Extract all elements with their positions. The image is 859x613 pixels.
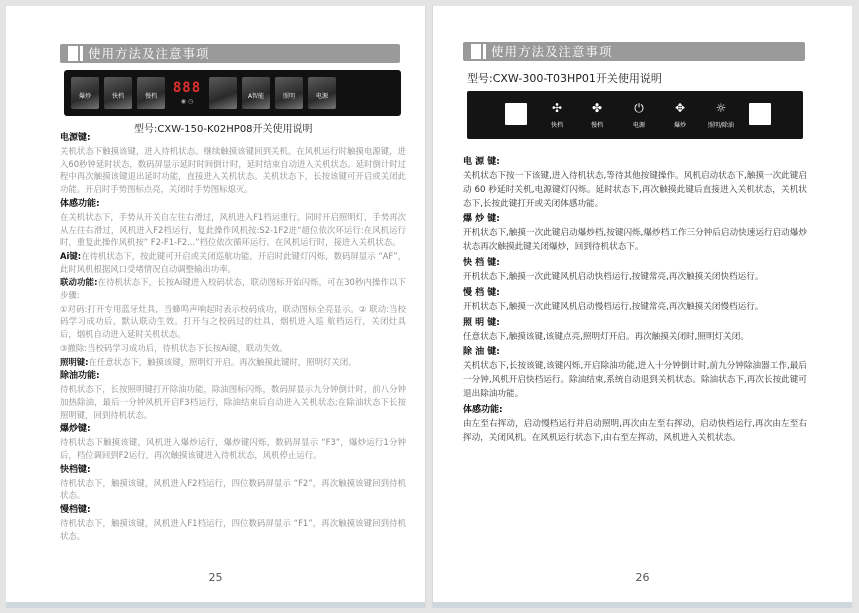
panel-label: 快档 bbox=[550, 122, 563, 129]
section-header: 使用方法及注意事项 bbox=[60, 44, 400, 63]
panel-button-smoke bbox=[209, 77, 237, 109]
panel-label: A智能 bbox=[247, 93, 265, 100]
panel-label: 慢档 bbox=[144, 93, 157, 100]
inline-title: 照明键: bbox=[60, 356, 89, 367]
section-body: 由左至右挥动，启动慢档运行并启动照明,再次由左至右挥动，启动快档运行,再次由左至右挥动，关闭风机。在风机运行状态下,由右至左挥动，风机进入关机状态。 bbox=[463, 418, 807, 443]
panel-white-key bbox=[749, 103, 771, 125]
model-caption: 型号:CXW-150-K02HP08开关使用说明 bbox=[134, 124, 313, 135]
inline-body: 在任意状态下，触摸该键，照明灯开启。再次触摸此键时，照明灯关闭。 bbox=[88, 356, 357, 367]
panel-label: 慢档 bbox=[590, 122, 603, 129]
section-paragraph bbox=[60, 356, 406, 369]
display-digits: 888 bbox=[172, 80, 202, 96]
inline-title: Ai键: bbox=[60, 250, 82, 261]
section-body: 关机状态下按一下该键,进入待机状态,等待其他按键操作。风机启动状态下,触摸一次此键启动 60 秒延时关机,电源键灯闪烁。延时状态下,再次触摸此键后直接进入关机状态，关机状态下,长按此键打开或关闭体感功能。 bbox=[463, 171, 807, 209]
panel-label: 照明/除油 bbox=[707, 122, 735, 129]
section-paragraph bbox=[60, 276, 406, 301]
power-icon: ⏻ bbox=[634, 101, 644, 115]
section-title: 体感功能: bbox=[463, 404, 503, 415]
panel-button-light bbox=[701, 99, 741, 129]
control-panel-image bbox=[64, 70, 401, 116]
light-icon: ☼ bbox=[715, 101, 727, 115]
section-title: 照 明 键: bbox=[463, 317, 500, 328]
instructions-text bbox=[463, 154, 807, 445]
section-title: 爆炒键: bbox=[60, 424, 91, 435]
right-page bbox=[432, 6, 852, 608]
instructions-text bbox=[60, 131, 406, 544]
section-body: 开机状态下,触摸一次此键风机启动快档运行,按键常亮,再次触摸关闭快档运行。 bbox=[463, 271, 764, 282]
panel-white-key bbox=[505, 103, 527, 125]
section-title: 慢 档 键: bbox=[463, 287, 500, 298]
section-body: 在关机状态下，手势从开关自左往右滑过，风机进入F1档运重行。同时开启照明灯，手势再次从左往右滑过，风机进入F2档运行，复此操作风机按:S2-1F2进“超位依次环运行:在风机运行时，重复此操作风机按” F2-F1-F2...”档位依次循环运行。在风机运行时，接进入关机状态。 bbox=[60, 211, 406, 248]
section-title: 除 油 键: bbox=[463, 347, 500, 358]
panel-button-power bbox=[619, 99, 659, 129]
section-title: 电 源 键: bbox=[463, 157, 500, 167]
section-header: 使用方法及注意事项 bbox=[463, 42, 805, 61]
panel-button-slow bbox=[137, 77, 165, 109]
inline-body: 在待机状态下，按此键可开启或关闭巡航功能，开启时此键灯闪烁，数码屏显示 “AF”，此时风机根据风口受堵情况自动调整输出功率。 bbox=[60, 250, 406, 274]
panel-label: 爆炒 bbox=[673, 122, 686, 129]
panel-button-boost bbox=[660, 99, 700, 129]
section-body: 开机状态下,触摸一次此键风机启动慢档运行,按键常亮,再次触摸关闭慢档运行。 bbox=[463, 301, 764, 312]
section-title: 除油功能: bbox=[60, 371, 100, 382]
section-title: 电源键: bbox=[60, 133, 91, 143]
panel-button-ai bbox=[242, 77, 270, 109]
panel-button-light bbox=[275, 77, 303, 109]
page-number: 26 bbox=[635, 571, 650, 584]
left-page bbox=[6, 6, 426, 608]
section-title: 快 档 键: bbox=[463, 257, 500, 268]
section-body: 开机状态下,触摸一次此键启动爆炒档,按键闪烁,爆炒档工作三分钟后启动快速运行启动爆炒状态再次触摸此键关闭爆炒，回到待机状态下。 bbox=[463, 228, 807, 253]
section-body: 关机状态下,长按该键,该键闪烁,开启除油功能,进入十分钟倒计时,前九分钟除油器工作,最后一分钟,风机开启快档运行。除油结束,系统自动退到关机状态。除油状态下,再次长按此键可退出除油功能。 bbox=[463, 361, 807, 399]
section-body: 待机状态下触摸该键，风机进入爆炒运行，爆炒键闪烁，数码屏显示 “F3”，爆炒运行1分钟后，档位调回到F2运行，再次触摸该键进入待机状态，风机停止运行。 bbox=[60, 437, 406, 461]
control-panel-image bbox=[467, 91, 803, 139]
inline-body: 在待机状态下，长按Ai键进入校码状态，联动图标开始闪烁，可在30秒内操作以下步骤: bbox=[60, 277, 406, 301]
display-status-icons: ◉ ◷ bbox=[180, 98, 194, 105]
section-title: 爆 炒 键: bbox=[463, 214, 500, 225]
section-body: 任意状态下,触摸该键,该键点亮,照明灯开启。再次触摸关闭时,照明灯关闭。 bbox=[463, 331, 749, 342]
section-paragraph bbox=[60, 250, 406, 275]
section-body: 关机状态下触摸该键，进入待机状态。继续触摸该键回到关机。在风机运行时触摸电源键，进入60秒钟延时状态，数码屏显示延时时间倒计时，延时结束自动进入关机状态。延时倒计时过程中再次触摸该键退出延时功能，直接进入关机状态。关机状态下，长按该键可开启或关闭此功能。开启时手势图标点亮，关闭时手势图标熄灭。 bbox=[60, 146, 406, 195]
panel-button-power bbox=[308, 77, 336, 109]
section-body: 待机状态下，触摸该键，风机进入F1档运行，四位数码屏显示 “F1”，再次触摸该键回到待机状态。 bbox=[60, 518, 406, 541]
panel-label: 爆炒 bbox=[78, 93, 91, 100]
panel-button-slow bbox=[577, 99, 617, 129]
page-number: 25 bbox=[208, 571, 223, 584]
section-body: ①对码:打开专用蓝牙灶具，当蜂鸣声响起时表示校码成功，联动图标全亮显示。② 联动:当校码学习成功后，默认联动生效。打开与之校码过的灶具，烟机进入巡 航档运行，关闭灶具后，烟机自动进入延时关机状态。 bbox=[60, 303, 406, 340]
panel-button-fast bbox=[104, 77, 132, 109]
section-body: 待机状态下，触摸该键，风机进入F2档运行，四位数码屏显示 “F2”，再次触摸该键回到待机状态。 bbox=[60, 477, 406, 501]
panel-label: 电源 bbox=[632, 122, 645, 129]
panel-label: 照明 bbox=[282, 93, 295, 100]
digital-display bbox=[170, 77, 204, 109]
slow-fan-icon: ✤ bbox=[591, 101, 603, 115]
panel-button-fast bbox=[537, 99, 577, 129]
section-body: ③撤除:当校码学习成功后，待机状态下长按Ai键，联动失效。 bbox=[60, 342, 288, 353]
boost-icon: ✥ bbox=[674, 101, 686, 115]
section-title: 慢档键: bbox=[60, 505, 91, 516]
inline-title: 联动功能: bbox=[60, 277, 98, 288]
panel-label: 快档 bbox=[111, 93, 124, 100]
fan-icon: ✣ bbox=[551, 101, 563, 115]
section-title: 快档键: bbox=[60, 464, 91, 475]
model-caption: 型号:CXW-300-T03HP01开关使用说明 bbox=[467, 72, 662, 85]
panel-label: 电源 bbox=[315, 93, 328, 100]
section-body: 待机状态下，长按照明键打开除油功能，除油图标闪烁，数码屏显示九分钟倒计时，前八分钟加热除油，最后一分钟风机开启F3档运行，除油结束后自动进入关机状态;在除油状态下长按照明键，回到待机状态。 bbox=[60, 384, 406, 420]
section-title: 体感功能: bbox=[60, 198, 100, 209]
panel-button-boost bbox=[71, 77, 99, 109]
